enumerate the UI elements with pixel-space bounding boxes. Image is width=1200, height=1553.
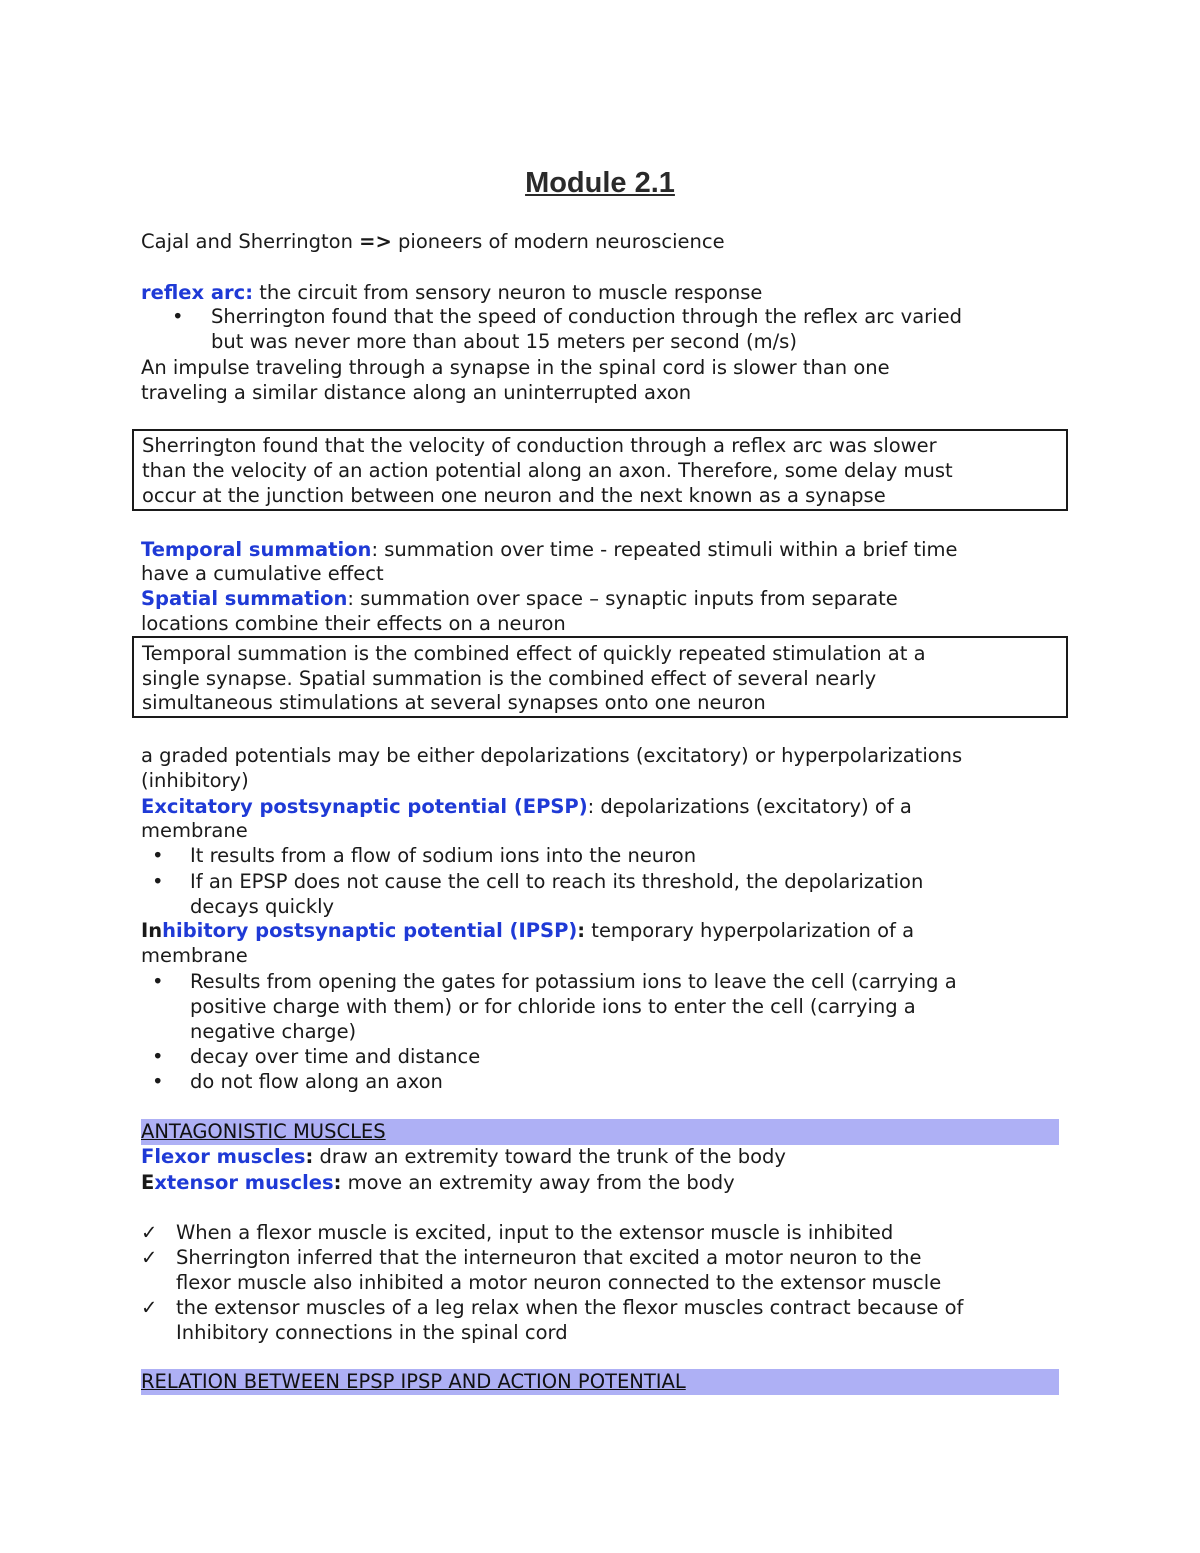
spatial-summation-term: Spatial summation xyxy=(141,587,348,610)
temporal-summation-def-2: have a cumulative effect xyxy=(141,562,384,585)
check-item-2a: Sherrington inferred that the interneuron that excited a motor neuron to the xyxy=(176,1246,922,1269)
epsp-bullet-2a: If an EPSP does not cause the cell to reach its threshold, the depolarization xyxy=(190,870,924,893)
spatial-summation-def: : summation over space – synaptic inputs from separate xyxy=(347,587,898,610)
reflex-paragraph-line-1: An impulse traveling through a synapse in the spinal cord is slower than one xyxy=(141,356,890,379)
intro-rest: pioneers of modern neuroscience xyxy=(391,230,725,253)
box1-line-1: Sherrington found that the velocity of conduction through a reflex arc was slower xyxy=(142,434,937,457)
bullet-icon: • xyxy=(152,870,164,893)
epsp-line xyxy=(141,794,912,819)
box1-line-3: occur at the junction between one neuron and the next known as a synapse xyxy=(142,484,886,507)
bullet-icon: • xyxy=(152,970,164,993)
reflex-arc-term: reflex arc: xyxy=(141,281,254,304)
check-item-1: When a flexor muscle is excited, input to the extensor muscle is inhibited xyxy=(176,1221,894,1244)
epsp-bullet-1: It results from a flow of sodium ions into the neuron xyxy=(190,844,697,867)
spatial-summation-line xyxy=(141,586,898,611)
extensor-def: move an extremity away from the body xyxy=(341,1171,735,1194)
ipsp-bullet-3: do not flow along an axon xyxy=(190,1070,443,1093)
ipsp-bullet-1a: Results from opening the gates for potassium ions to leave the cell (carrying a xyxy=(190,970,957,993)
summation-summary-box xyxy=(132,636,1068,718)
reflex-paragraph-line-2: traveling a similar distance along an uninterrupted axon xyxy=(141,381,692,404)
epsp-bullet-2b: decays quickly xyxy=(190,895,335,918)
check-item-3a: the extensor muscles of a leg relax when the flexor muscles contract because of xyxy=(176,1296,964,1319)
antagonistic-heading-text: ANTAGONISTIC MUSCLES xyxy=(141,1120,386,1143)
reflex-arc-definition: the circuit from sensory neuron to muscle response xyxy=(253,281,763,304)
checkmark-icon: ✓ xyxy=(141,1221,158,1244)
box2-line-2: single synapse. Spatial summation is the combined effect of several nearly xyxy=(142,667,877,690)
page-title: Module 2.1 xyxy=(525,167,675,199)
epsp-def-2: membrane xyxy=(141,819,248,842)
flexor-colon: : xyxy=(305,1145,314,1168)
extensor-colon: : xyxy=(333,1171,342,1194)
intro-subject: Cajal and Sherrington xyxy=(141,230,353,253)
extensor-line xyxy=(141,1170,735,1195)
temporal-summation-line xyxy=(141,537,958,562)
box2-line-3: simultaneous stimulations at several synapses onto one neuron xyxy=(142,691,766,714)
ipsp-bullet-2: decay over time and distance xyxy=(190,1045,481,1068)
bullet-icon: • xyxy=(152,1070,164,1093)
reflex-bullet-line-2: but was never more than about 15 meters per second (m/s) xyxy=(211,330,797,353)
ipsp-line xyxy=(141,918,914,943)
extensor-term-prefix: E xyxy=(141,1171,155,1194)
check-item-2b: flexor muscle also inhibited a motor neuron connected to the extensor muscle xyxy=(176,1271,942,1294)
intro-arrow: => xyxy=(359,230,392,253)
box2-line-1: Temporal summation is the combined effect of quickly repeated stimulation at a xyxy=(142,642,926,665)
relation-heading-text: RELATION BETWEEN EPSP IPSP AND ACTION POTENTIAL xyxy=(141,1370,686,1393)
check-item-3b: Inhibitory connections in the spinal cord xyxy=(176,1321,568,1344)
bullet-icon: • xyxy=(152,1045,164,1068)
flexor-line xyxy=(141,1144,786,1169)
epsp-term: Excitatory postsynaptic potential (EPSP) xyxy=(141,795,588,818)
bullet-icon: • xyxy=(172,305,184,328)
temporal-summation-def: : summation over time - repeated stimuli within a brief time xyxy=(371,538,958,561)
ipsp-colon: : xyxy=(577,919,586,942)
graded-line-2: (inhibitory) xyxy=(141,769,249,792)
ipsp-bullet-1b: positive charge with them) or for chloride ions to enter the cell (carrying a xyxy=(190,995,916,1018)
checkmark-icon: ✓ xyxy=(141,1296,158,1319)
extensor-term: xtensor muscles xyxy=(154,1171,334,1194)
ipsp-term: hibitory postsynaptic potential (IPSP) xyxy=(162,919,578,942)
ipsp-def-2: membrane xyxy=(141,944,248,967)
reflex-bullet-line-1: Sherrington found that the speed of conduction through the reflex arc varied xyxy=(211,305,962,328)
graded-line-1: a graded potentials may be either depolarizations (excitatory) or hyperpolarizations xyxy=(141,744,963,767)
antagonistic-muscles-heading xyxy=(141,1119,1059,1145)
temporal-summation-term: Temporal summation xyxy=(141,538,372,561)
checkmark-icon: ✓ xyxy=(141,1246,158,1269)
box1-line-2: than the velocity of an action potential along an axon. Therefore, some delay must xyxy=(142,459,953,482)
epsp-def: : depolarizations (excitatory) of a xyxy=(587,795,912,818)
ipsp-def: temporary hyperpolarization of a xyxy=(585,919,915,942)
spatial-summation-def-2: locations combine their effects on a neuron xyxy=(141,612,566,635)
relation-heading xyxy=(141,1369,1059,1395)
ipsp-term-prefix: In xyxy=(141,919,163,942)
ipsp-bullet-1c: negative charge) xyxy=(190,1020,357,1043)
synapse-summary-box xyxy=(132,429,1068,511)
flexor-term: Flexor muscles xyxy=(141,1145,306,1168)
flexor-def: draw an extremity toward the trunk of the body xyxy=(313,1145,786,1168)
reflex-arc-line xyxy=(141,280,762,305)
bullet-icon: • xyxy=(152,844,164,867)
intro-line xyxy=(141,229,725,254)
